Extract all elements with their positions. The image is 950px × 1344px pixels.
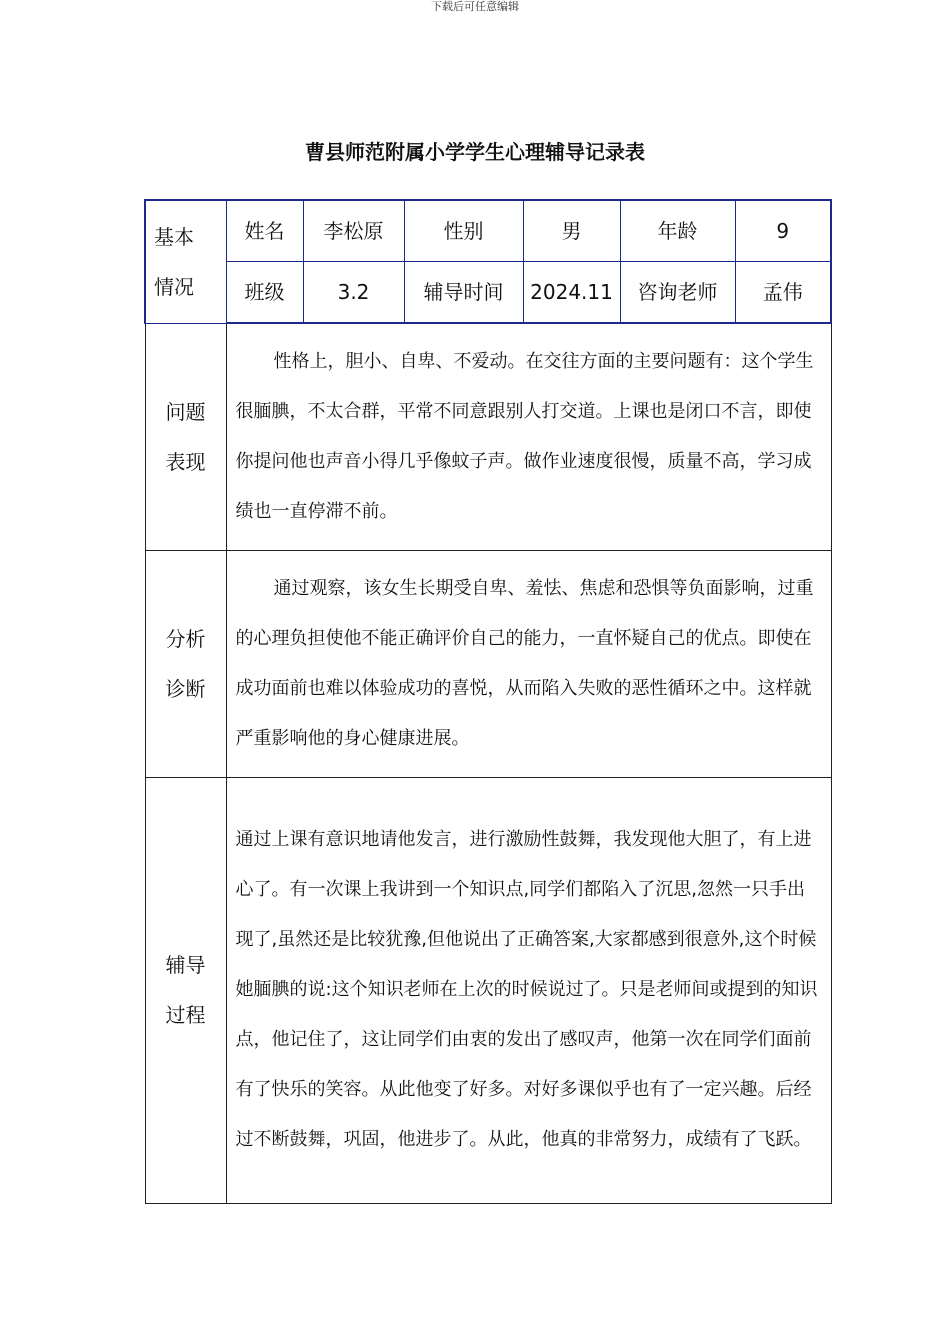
- process-content: [226, 777, 831, 1203]
- analysis-label-line2: 诊断: [165, 676, 206, 701]
- analysis-text: 通过观察，该女生长期受自卑、羞怯、焦虑和恐惧等负面影响，过重的心理负担使他不能正确评价自己的能力，一直怀疑自己的优点。即使在成功面前也难以体验成功的喜悦，从而陷入失败的恶性循环之中。这样就严重影响他的身心健康进展。: [235, 577, 814, 749]
- counseling-time-value: 2024.11: [523, 261, 620, 323]
- process-label-line2: 过程: [165, 1003, 206, 1027]
- basic-info-row-2: [145, 261, 831, 323]
- problem-label-line2: 表现: [165, 449, 206, 474]
- process-row: [145, 777, 831, 1203]
- basic-info-label: [145, 200, 226, 323]
- problem-label-line1: 问题: [165, 399, 206, 424]
- basic-info-row-1: [145, 200, 831, 261]
- header-note: 下载后可任意编辑: [431, 0, 519, 13]
- process-label: [145, 777, 226, 1203]
- counselor-value: 孟伟: [735, 261, 831, 323]
- gender-value: 男: [523, 200, 620, 261]
- problem-row: [145, 323, 831, 550]
- basic-info-label-line2: 情况: [154, 274, 194, 299]
- name-value: 李松原: [303, 200, 404, 261]
- class-label: 班级: [226, 261, 303, 323]
- analysis-label: [145, 550, 226, 777]
- age-label: 年龄: [620, 200, 735, 261]
- counseling-time-label: 辅导时间: [404, 261, 523, 323]
- process-label-line1: 辅导: [165, 953, 206, 977]
- name-label: 姓名: [226, 200, 303, 261]
- problem-label: [145, 323, 226, 550]
- document-title: 曹县师范附属小学学生心理辅导记录表: [305, 140, 645, 164]
- process-text: 通过上课有意识地请他发言，进行激励性鼓舞，我发现他大胆了，有上进心了。有一次课上我讲到一个知识点,同学们都陷入了沉思,忽然一只手出现了,虽然还是比较犹豫,但他说出了正确答案,大家都感到很意外,这个时候她腼腆的说:这个知识老师在上次的时候说过了。只是老师间或提到的知识点，他记住了，这让同学们由衷的发出了感叹声，他第一次在同学们面前有了快乐的笑容。从此他变了好多。对好多课似乎也有了一定兴趣。后经过不断鼓舞，巩固，他进步了。从此，他真的非常努力，成绩有了飞跃。: [235, 829, 818, 1150]
- age-value: 9: [735, 200, 831, 261]
- gender-label: 性别: [404, 200, 523, 261]
- problem-content: [226, 323, 831, 550]
- basic-info-label-line1: 基本: [154, 224, 194, 249]
- counseling-record-table: [144, 199, 832, 1204]
- problem-text: 性格上，胆小、自卑、不爱动。在交往方面的主要问题有：这个学生很腼腆，不太合群，平常不同意跟别人打交道。上课也是闭口不言，即使你提问他也声音小得几乎像蚊子声。做作业速度很慢，质量不高，学习成绩也一直停滞不前。: [235, 350, 814, 522]
- counselor-label: 咨询老师: [620, 261, 735, 323]
- analysis-row: [145, 550, 831, 777]
- analysis-label-line1: 分析: [165, 626, 206, 651]
- analysis-content: [226, 550, 831, 777]
- class-value: 3.2: [303, 261, 404, 323]
